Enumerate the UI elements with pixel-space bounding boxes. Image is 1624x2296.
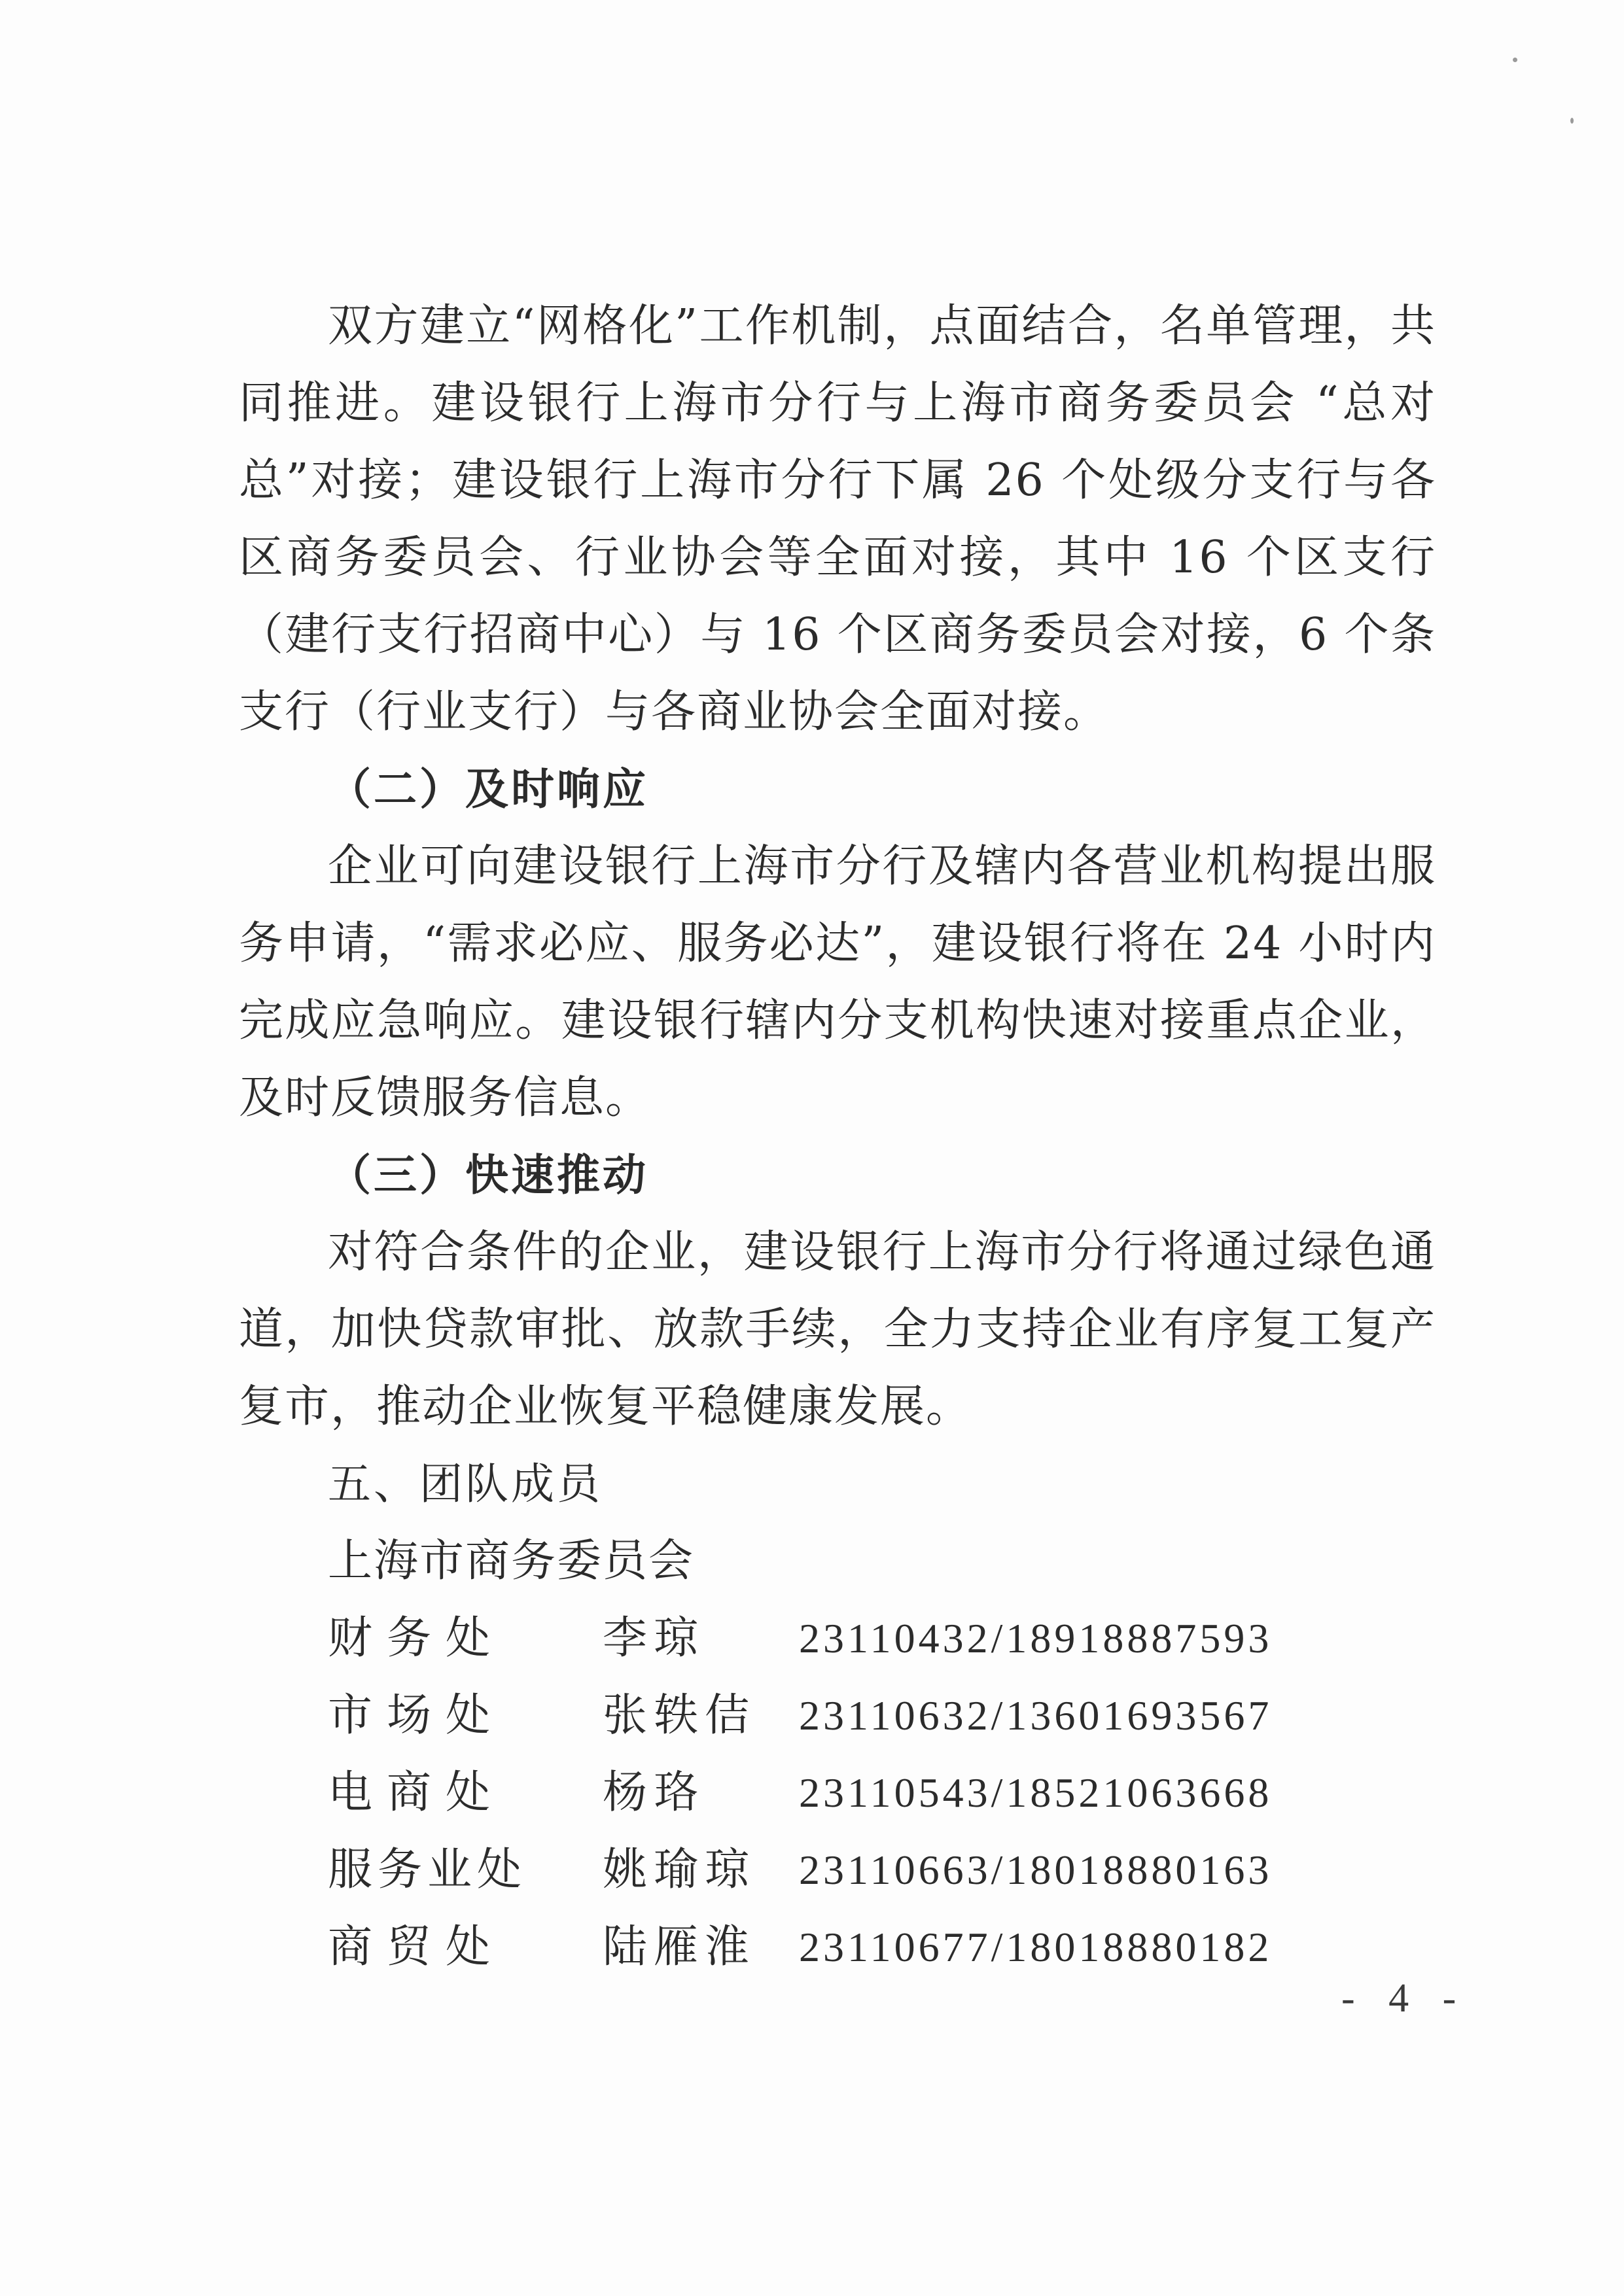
team-member-row bbox=[239, 1677, 1436, 1754]
member-name: 李琼 bbox=[603, 1612, 705, 1664]
section-heading-team: 五、团队成员 bbox=[328, 1459, 603, 1509]
subheading-timely-response: （二）及时响应 bbox=[328, 764, 648, 814]
page-body bbox=[239, 288, 1436, 1986]
paragraph-rapid-promotion: 对符合条件的企业，建设银行上海市分行将通过绿色通道，加快贷款审批、放款手续，全力支持企业有序复工复产复市，推动企业恢复平稳健康发展。 bbox=[239, 1226, 1436, 1433]
team-member-row bbox=[239, 1909, 1436, 1986]
member-phone: 23110543/18521063668 bbox=[799, 1769, 1273, 1816]
team-organization: 上海市商务委员会 bbox=[328, 1535, 695, 1587]
paragraph-grid-mechanism: 双方建立“网格化”工作机制，点面结合，名单管理，共同推进。建设银行上海市分行与上海市商务委员会 “总对总”对接；建设银行上海市分行下属 26 个处级分支行与各区商务委员会、行业协会等全面对接，其中 16 个区支行（建行支行招商中心）与 16 个区商务委员会对接，6 个条支行（行业支行）与各商业协会全面对接。 bbox=[239, 300, 1436, 738]
team-member-row bbox=[239, 1600, 1436, 1677]
member-phone: 23110677/18018880182 bbox=[799, 1924, 1273, 1970]
member-phone: 23110663/18018880163 bbox=[799, 1847, 1273, 1893]
paragraph-timely-response: 企业可向建设银行上海市分行及辖内各营业机构提出服务申请，“需求必应、服务必达”，建设银行将在 24 小时内完成应急响应。建设银行辖内分支机构快速对接重点企业，及时反馈服务信息。 bbox=[239, 841, 1436, 1124]
member-name: 杨珞 bbox=[603, 1767, 705, 1818]
member-phone: 23110632/13601693567 bbox=[799, 1692, 1273, 1739]
member-department: 商贸处 bbox=[328, 1921, 505, 1973]
team-member-row bbox=[239, 1754, 1436, 1832]
member-department: 电商处 bbox=[328, 1767, 505, 1818]
member-name: 陆雁淮 bbox=[603, 1921, 756, 1973]
member-department: 财务处 bbox=[328, 1612, 505, 1664]
scan-speck bbox=[1513, 58, 1517, 62]
page-number: - 4 - bbox=[1341, 1976, 1468, 2021]
subheading-rapid-promotion: （三）快速推动 bbox=[328, 1150, 648, 1200]
member-name: 姚瑜琼 bbox=[603, 1844, 756, 1896]
member-department: 市场处 bbox=[328, 1690, 505, 1741]
member-department: 服务业处 bbox=[328, 1844, 527, 1896]
team-member-row bbox=[239, 1832, 1436, 1909]
member-phone: 23110432/18918887593 bbox=[799, 1615, 1273, 1661]
scan-speck bbox=[1570, 118, 1574, 124]
member-name: 张轶佶 bbox=[603, 1690, 756, 1741]
